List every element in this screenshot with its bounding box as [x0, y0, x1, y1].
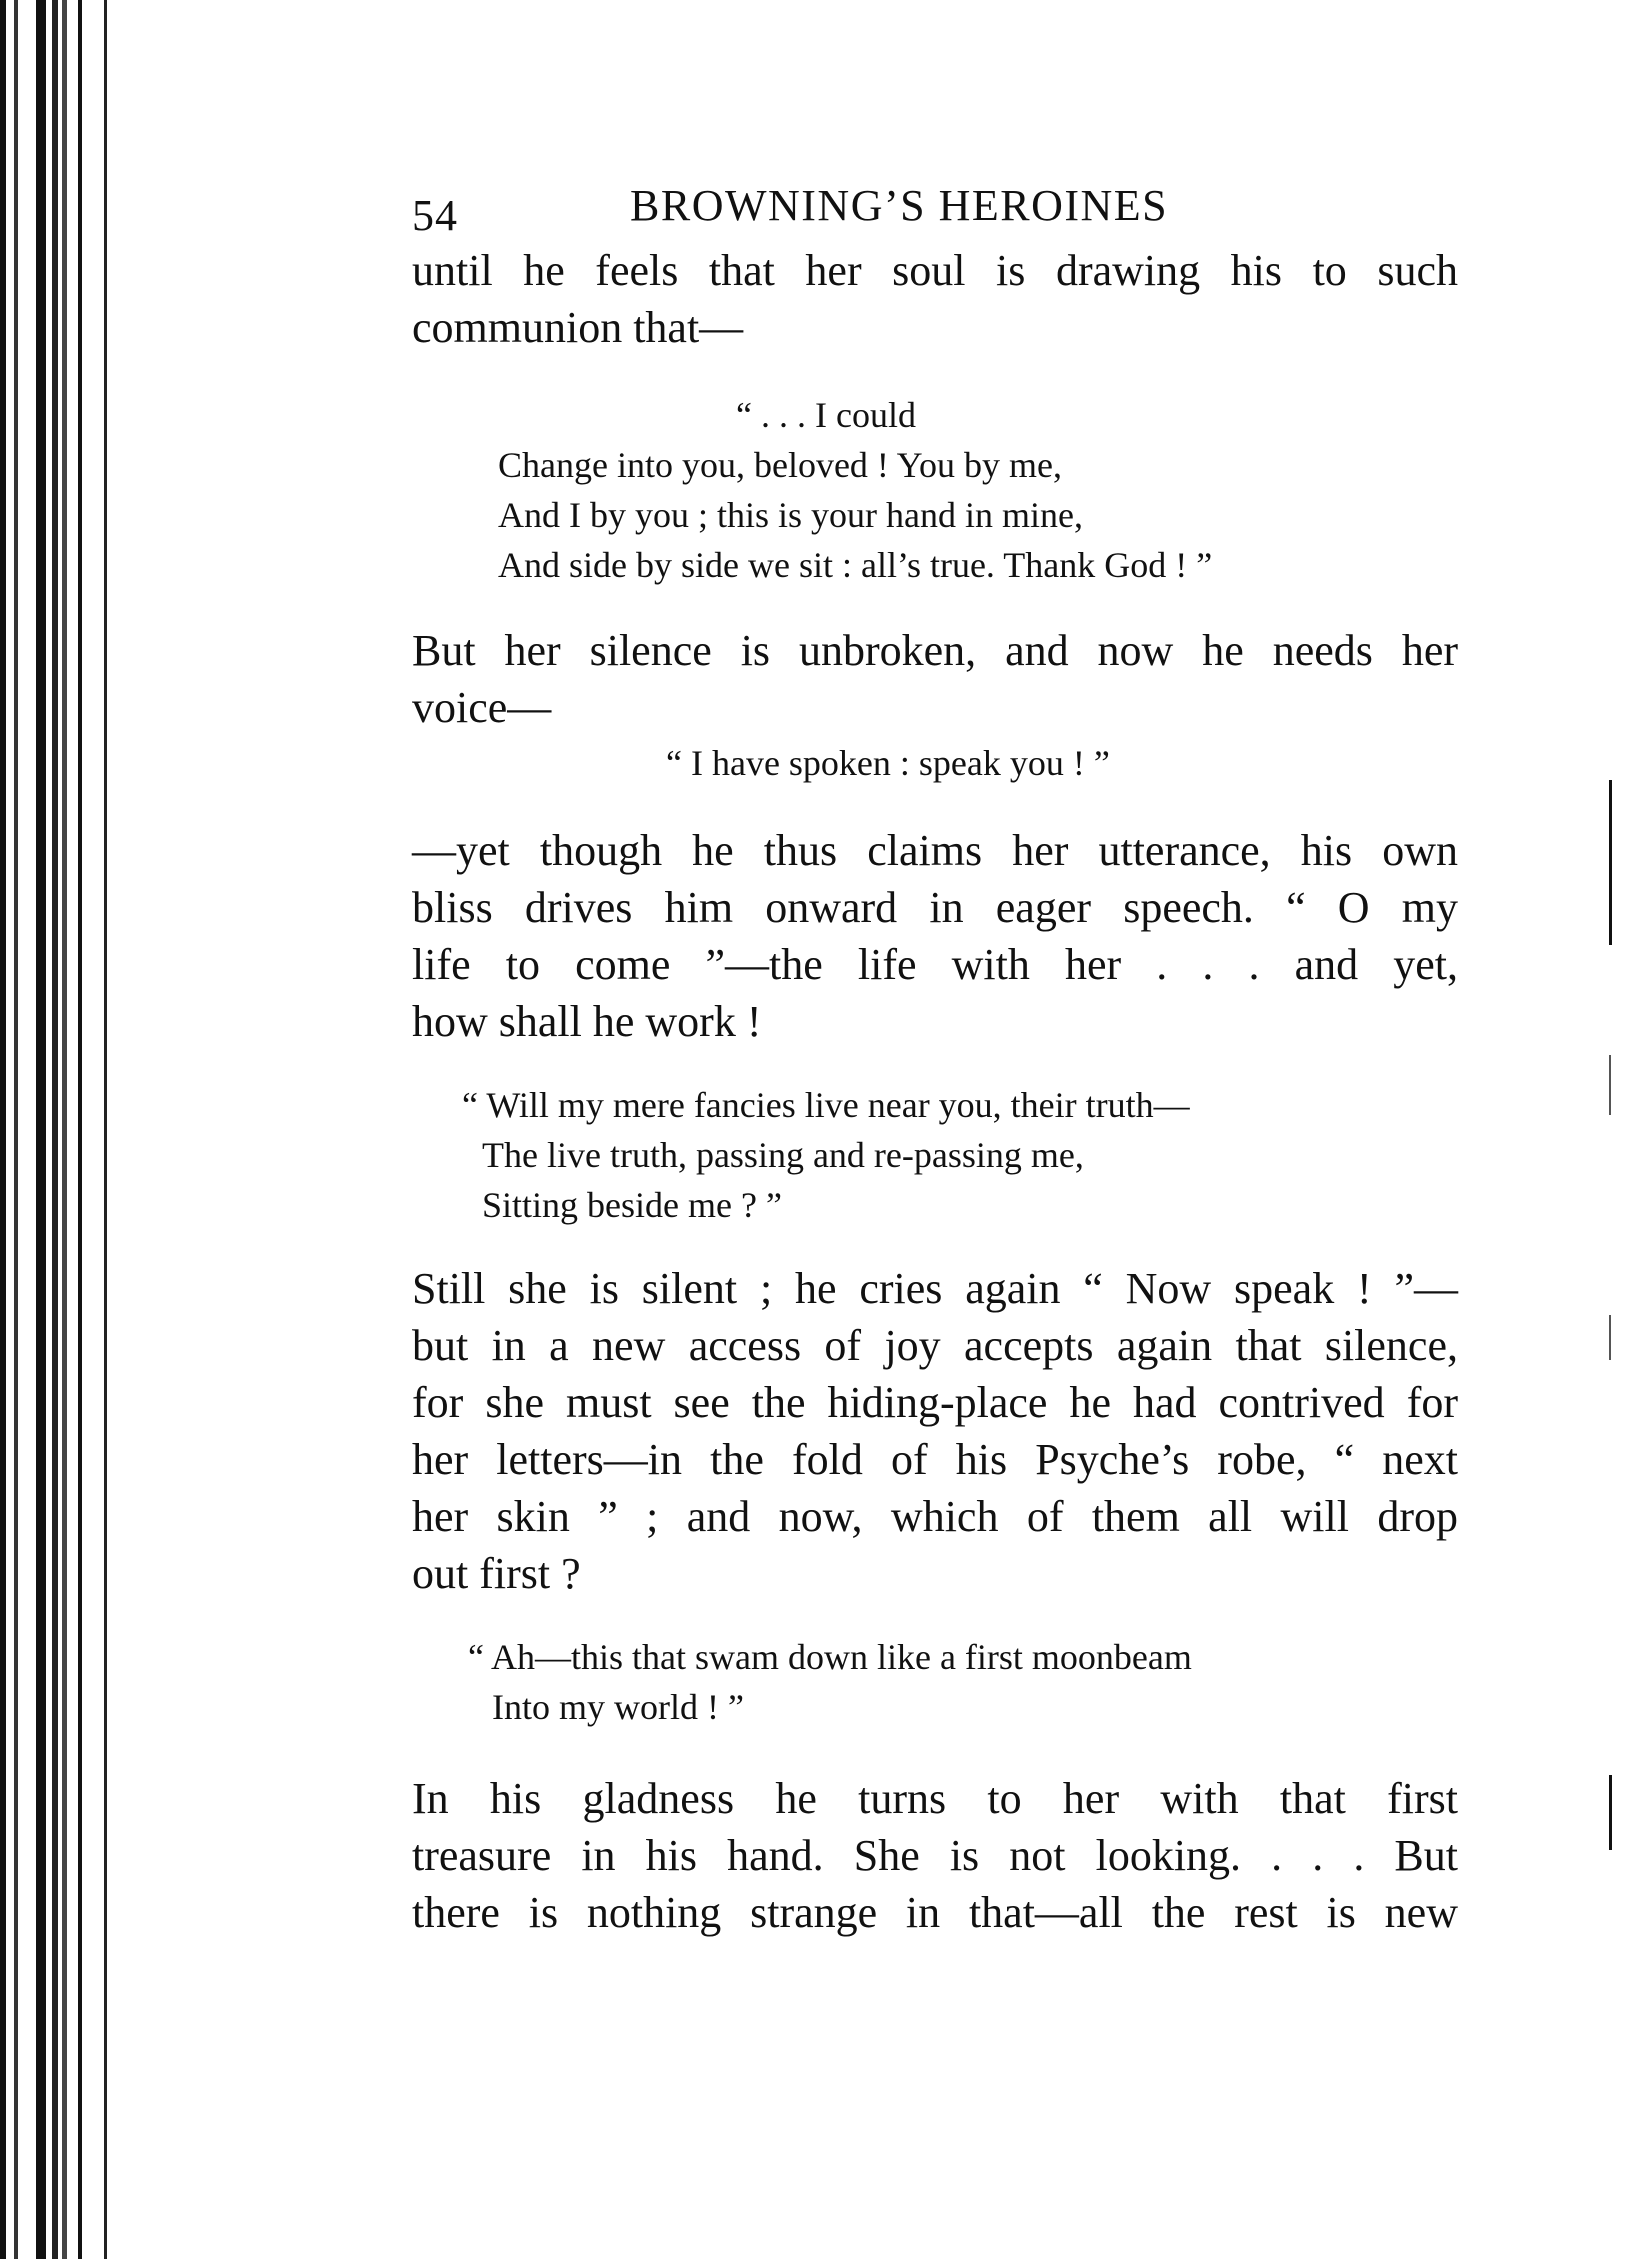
verse-line: “ Will my mere fancies live near you, their truth— — [462, 1085, 1190, 1125]
text-line: for she must see the hiding-place he had contrived for — [412, 1378, 1458, 1427]
text-line: how shall he work ! — [412, 997, 762, 1046]
text-line: her letters—in the fold of his Psyche’s robe, “ next — [412, 1435, 1458, 1484]
verse-line: Into my world ! ” — [492, 1687, 744, 1727]
text-line: there is nothing strange in that—all the rest is new — [412, 1888, 1458, 1937]
paragraph — [412, 242, 1458, 356]
scan-mark — [1609, 1315, 1611, 1360]
verse-line: Change into you, beloved ! You by me, — [498, 445, 1062, 485]
verse-line: The live truth, passing and re-passing me, — [482, 1135, 1084, 1175]
running-title: BROWNING’S HEROINES — [630, 181, 1169, 230]
scan-mark — [1609, 780, 1612, 945]
text-line: —yet though he thus claims her utterance, his own — [412, 826, 1458, 875]
text-line: life to come ”—the life with her . . . and yet, — [412, 940, 1458, 989]
paragraph — [412, 622, 1458, 736]
verse-quote — [498, 390, 1458, 590]
verse-line: And side by side we sit : all’s true. Thank God ! ” — [498, 545, 1213, 585]
paragraph — [412, 1770, 1458, 1941]
page-number: 54 — [412, 191, 458, 240]
text-line: but in a new access of joy accepts again that silence, — [412, 1321, 1458, 1370]
page-binding-edge — [0, 0, 110, 2259]
text-line: In his gladness he turns to her with that first — [412, 1774, 1458, 1823]
text-line: voice— — [412, 683, 552, 732]
verse-line: “ I have spoken : speak you ! ” — [666, 743, 1110, 783]
text-line: until he feels that her soul is drawing his to such — [412, 246, 1458, 295]
verse-line: And I by you ; this is your hand in mine, — [498, 495, 1083, 535]
text-line: bliss drives him onward in eager speech. “ O my — [412, 883, 1458, 932]
verse-quote — [462, 1080, 1458, 1230]
book-page — [412, 180, 1458, 1941]
text-line: her skin ” ; and now, which of them all will drop — [412, 1492, 1458, 1541]
running-header — [412, 180, 1458, 240]
text-line: But her silence is unbroken, and now he needs her — [412, 626, 1458, 675]
verse-line: “ . . . I could — [736, 395, 916, 435]
text-line: treasure in his hand. She is not looking. . . . But — [412, 1831, 1458, 1880]
scan-mark — [1609, 1055, 1611, 1115]
text-line: Still she is silent ; he cries again “ Now speak ! ”— — [412, 1264, 1458, 1313]
verse-quote — [468, 1632, 1458, 1732]
verse-line: Sitting beside me ? ” — [482, 1185, 782, 1225]
text-line: communion that— — [412, 303, 744, 352]
verse-line: “ Ah—this that swam down like a first moonbeam — [468, 1637, 1192, 1677]
scan-mark — [1609, 1775, 1612, 1850]
text-line: out first ? — [412, 1549, 581, 1598]
verse-quote — [666, 738, 1458, 788]
paragraph — [412, 1260, 1458, 1602]
paragraph — [412, 822, 1458, 1050]
